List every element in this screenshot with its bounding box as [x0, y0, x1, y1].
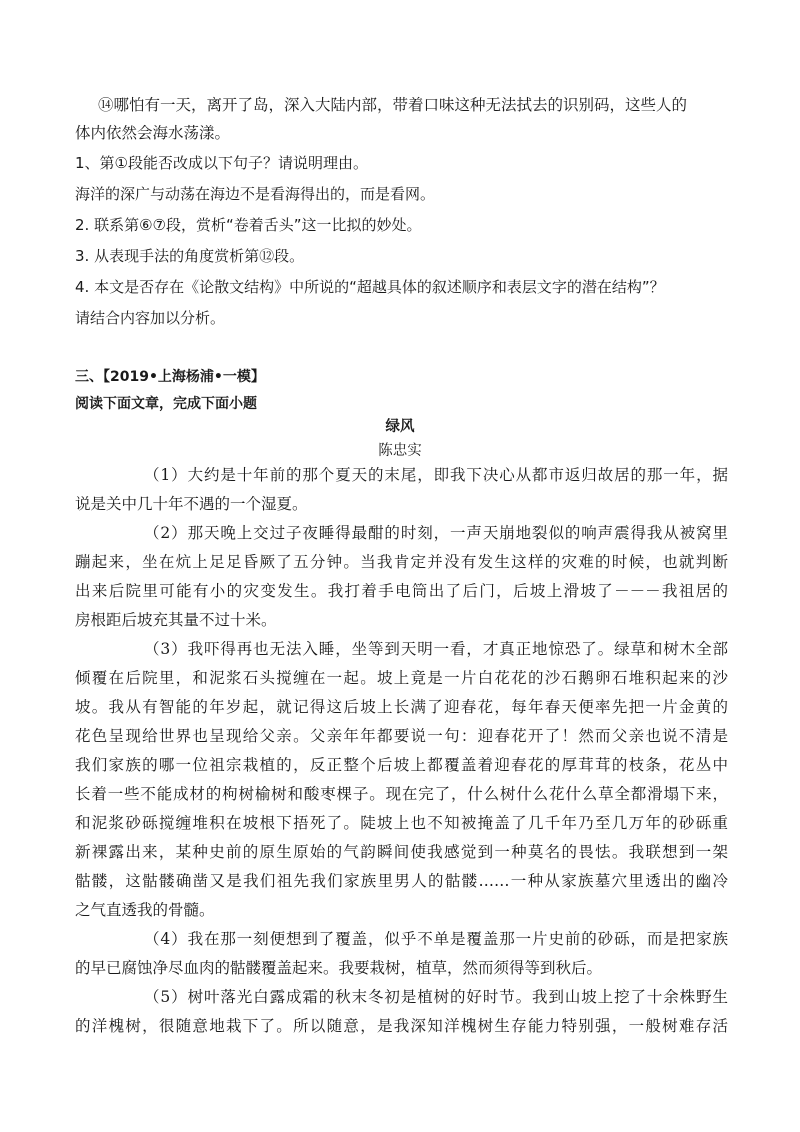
question-2: 2. 联系第⑥⑦段，赏析“卷着舌头”这一比拟的妙处。 — [75, 216, 422, 234]
article-line: 骷髅，这骷髅确凿又是我们祖先我们家族里男人的骷髅……一种从家族墓穴里透出的幽冷 — [75, 872, 728, 890]
article-line: （4）我在那一刻便想到了覆盖，似乎不单是覆盖那一片史前的砂砾，而是把家族 — [144, 930, 728, 948]
question-4: 4. 本文是否存在《论散文结构》中所说的“超越具体的叙述顺序和表层文字的潜在结构”？ — [75, 278, 665, 296]
article-line: （3）我吓得再也无法入睡，坐等到天明一看，才真正地惊恐了。绿草和树木全部 — [144, 640, 728, 658]
article-line: 花色呈现给世界也呈现给父亲。父亲年年都要说一句：迎春花开了！然而父亲也说不清是 — [75, 727, 728, 745]
article-line: 出来后院里可能有小的灾变发生。我打着手电筒出了后门，后坡上滑坡了－－－我祖居的 — [75, 582, 728, 600]
article-line: （5）树叶落光白露成霜的秋末冬初是植树的好时节。我到山坡上挖了十余株野生 — [144, 988, 728, 1006]
section-instruction: 阅读下面文章，完成下面小题 — [75, 396, 257, 412]
question-1-quote: 海洋的深广与动荡在海边不是看海得出的，而是看网。 — [75, 185, 436, 203]
article-line: 的洋槐树，很随意地栽下了。所以随意，是我深知洋槐树生存能力特别强，一般树难存活 — [75, 1017, 728, 1035]
question-4-cont: 请结合内容加以分析。 — [75, 309, 226, 327]
article-line: 之气直透我的骨髓。 — [75, 901, 215, 919]
article-line: （2）那天晚上交过子夜睡得最酣的时刻，一声天崩地裂似的响声震得我从被窝里 — [144, 524, 728, 542]
article-line: 新裸露出来，某种史前的原生原始的气韵瞬间使我感觉到一种莫名的畏怯。我联想到一架 — [75, 843, 728, 861]
para14-line1: ⑭哪怕有一天，离开了岛，深入大陆内部，带着口味这种无法拭去的识别码，这些人的 — [98, 96, 688, 114]
article-line: 长着一些不能成材的枸树榆树和酸枣棵子。现在完了，什么树什么花什么草全都滑塌下来， — [75, 785, 728, 803]
article-author: 陈忠实 — [378, 443, 422, 459]
article-line: 蹦起来，坐在炕上足足昏厥了五分钟。当我肯定并没有发生这样的灾难的时候，也就判断 — [75, 553, 728, 571]
article-line: 的早已腐蚀净尽血肉的骷髅覆盖起来。我要栽树，植草，然而须得等到秋后。 — [75, 959, 603, 977]
question-1: 1、第①段能否改成以下句子？请说明理由。 — [75, 154, 368, 172]
article-title: 绿风 — [385, 419, 415, 435]
para14-line2: 体内依然会海水荡漾。 — [75, 124, 231, 142]
question-3: 3. 从表现手法的角度赏析第⑫段。 — [75, 247, 305, 265]
article-line: 坡。我从有智能的年岁起，就记得这后坡上长满了迎春花，每年春天便率先把一片金黄的 — [75, 698, 728, 716]
section-header: 三、【2019•上海杨浦•一模】 — [75, 369, 265, 385]
article-line: 说是关中几十年不遇的一个湿夏。 — [75, 495, 308, 513]
article-line: 倾覆在后院里，和泥浆石头搅缠在一起。坡上竟是一片白花花的沙石鹅卵石堆积起来的沙 — [75, 669, 728, 687]
article-line: （1）大约是十年前的那个夏天的末尾，即我下决心从都市返归故居的那一年，据 — [144, 466, 728, 484]
article-line: 房根距后坡充其量不过十米。 — [75, 611, 277, 629]
article-line: 我们家族的哪一位祖宗栽植的，反正整个后坡上都覆盖着迎春花的厚茸茸的枝条，花丛中 — [75, 756, 728, 774]
article-line: 和泥浆砂砾搅缠堆积在坡根下捂死了。陡坡上也不知被掩盖了几千年乃至几万年的砂砾重 — [75, 814, 728, 832]
